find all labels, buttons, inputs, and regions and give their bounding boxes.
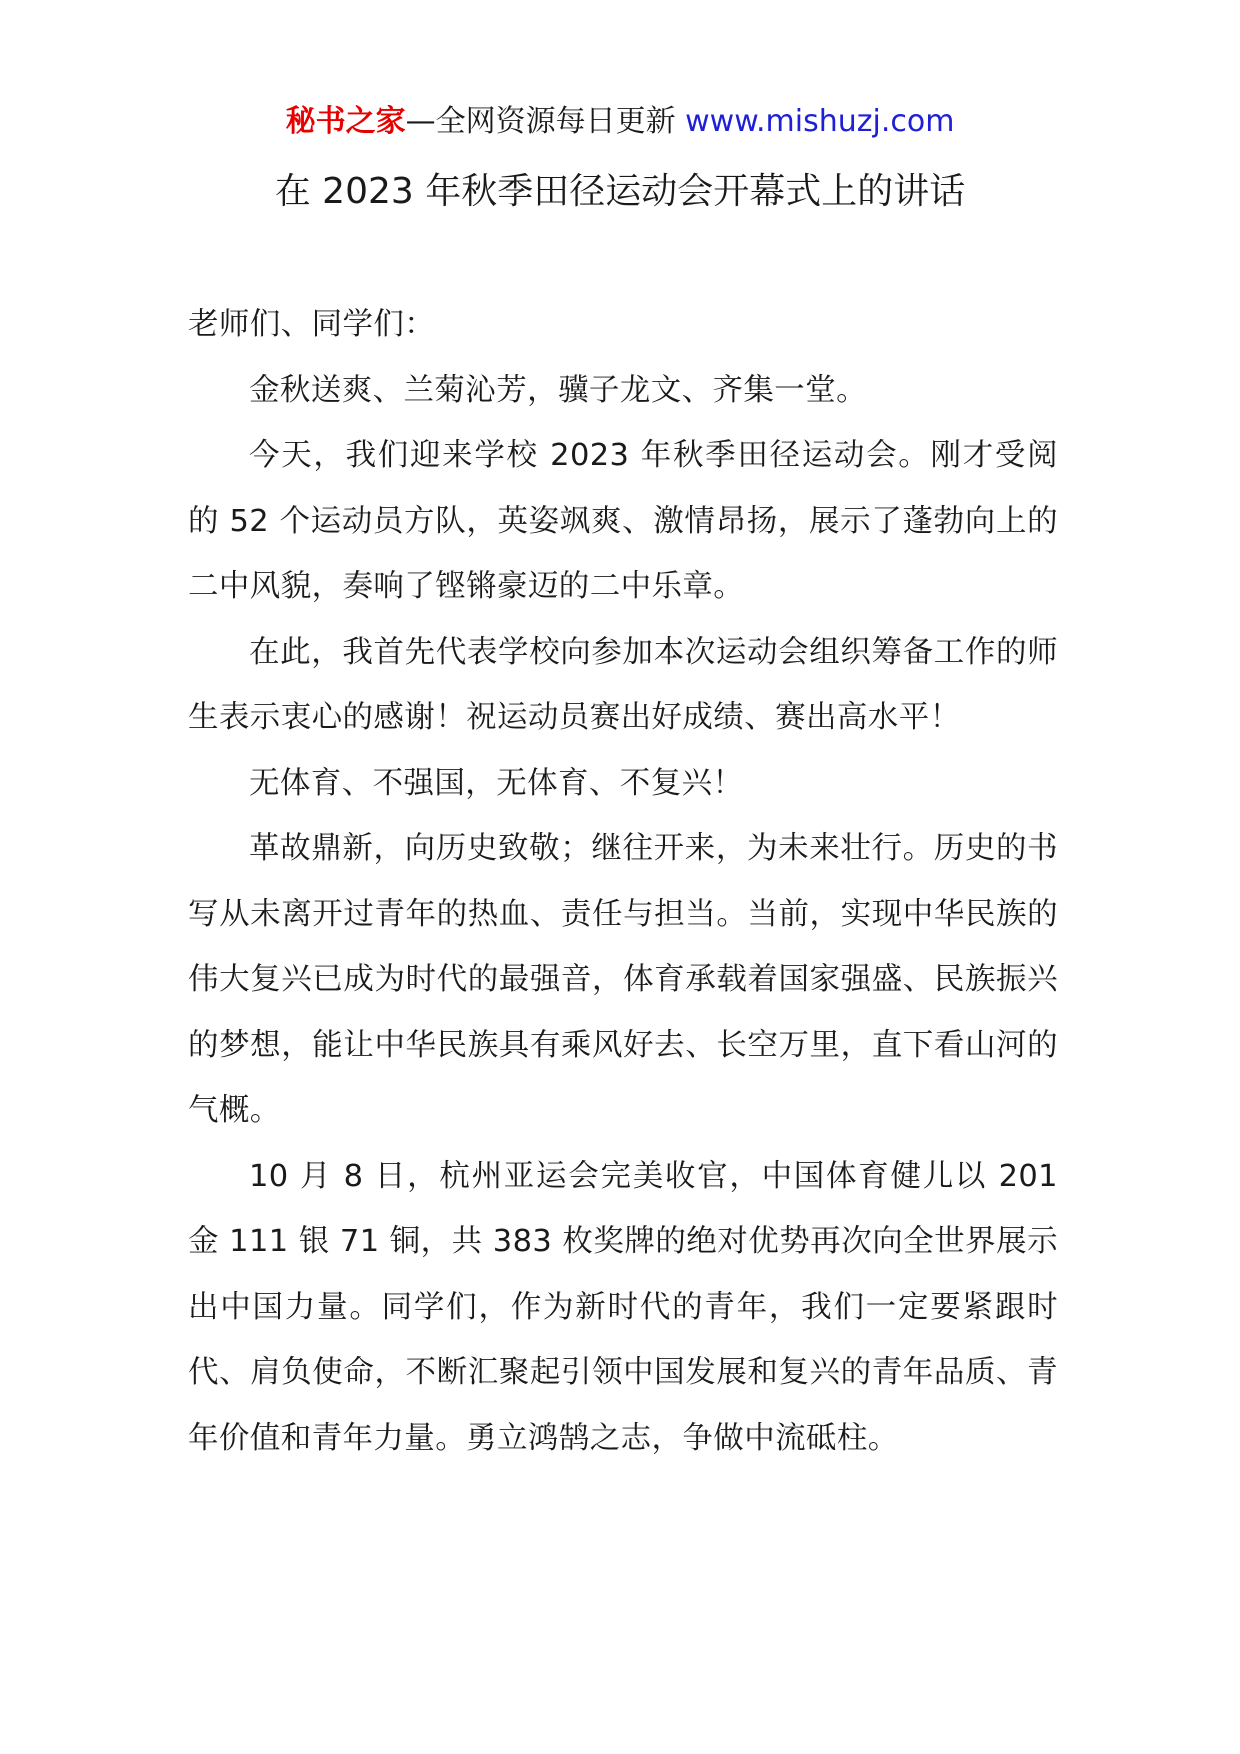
paragraph: 金秋送爽、兰菊沁芳，骥子龙文、齐集一堂。	[249, 372, 867, 408]
site-header	[0, 100, 1240, 144]
header-tagline: 全网资源每日更新	[435, 104, 676, 139]
document-title: 在 2023 年秋季田径运动会开幕式上的讲话	[274, 171, 966, 212]
paragraph: 在此，我首先代表学校向参加本次运动会组织筹备工作的师生表示衷心的感谢！祝运动员赛出好成绩、赛出高水平！	[188, 634, 1058, 735]
header-dash: —	[405, 104, 436, 139]
paragraph: 无体育、不强国，无体育、不复兴！	[249, 765, 744, 801]
brand-name: 秘书之家	[285, 104, 406, 139]
site-url-link[interactable]: www.mishuzj.com	[685, 104, 955, 139]
paragraph: 革故鼎新，向历史致敬；继往开来，为未来壮行。历史的书写从未离开过青年的热血、责任与担当。当前，实现中华民族的伟大复兴已成为时代的最强音，体育承载着国家强盛、民族振兴的梦想，能让中华民族具有乘风好去、长空万里，直下看山河的气概。	[188, 831, 1058, 1128]
document-body	[188, 292, 1058, 1471]
paragraph: 今天，我们迎来学校 2023 年秋季田径运动会。刚才受阅的 52 个运动员方队，英姿飒爽、激情昂扬，展示了蓬勃向上的二中风貌，奏响了铿锵豪迈的二中乐章。	[188, 438, 1058, 604]
salutation: 老师们、同学们：	[188, 307, 436, 342]
paragraph: 10 月 8 日，杭州亚运会完美收官，中国体育健儿以 201 金 111 银 71 铜，共 383 枚奖牌的绝对优势再次向全世界展示出中国力量。同学们，作为新时代的青年，我们一定要紧跟时代、肩负使命，不断汇聚起引领中国发展和复兴的青年品质、青年价值和青年力量。勇立鸿鹄之志，争做中流砥柱。	[188, 1158, 1058, 1456]
